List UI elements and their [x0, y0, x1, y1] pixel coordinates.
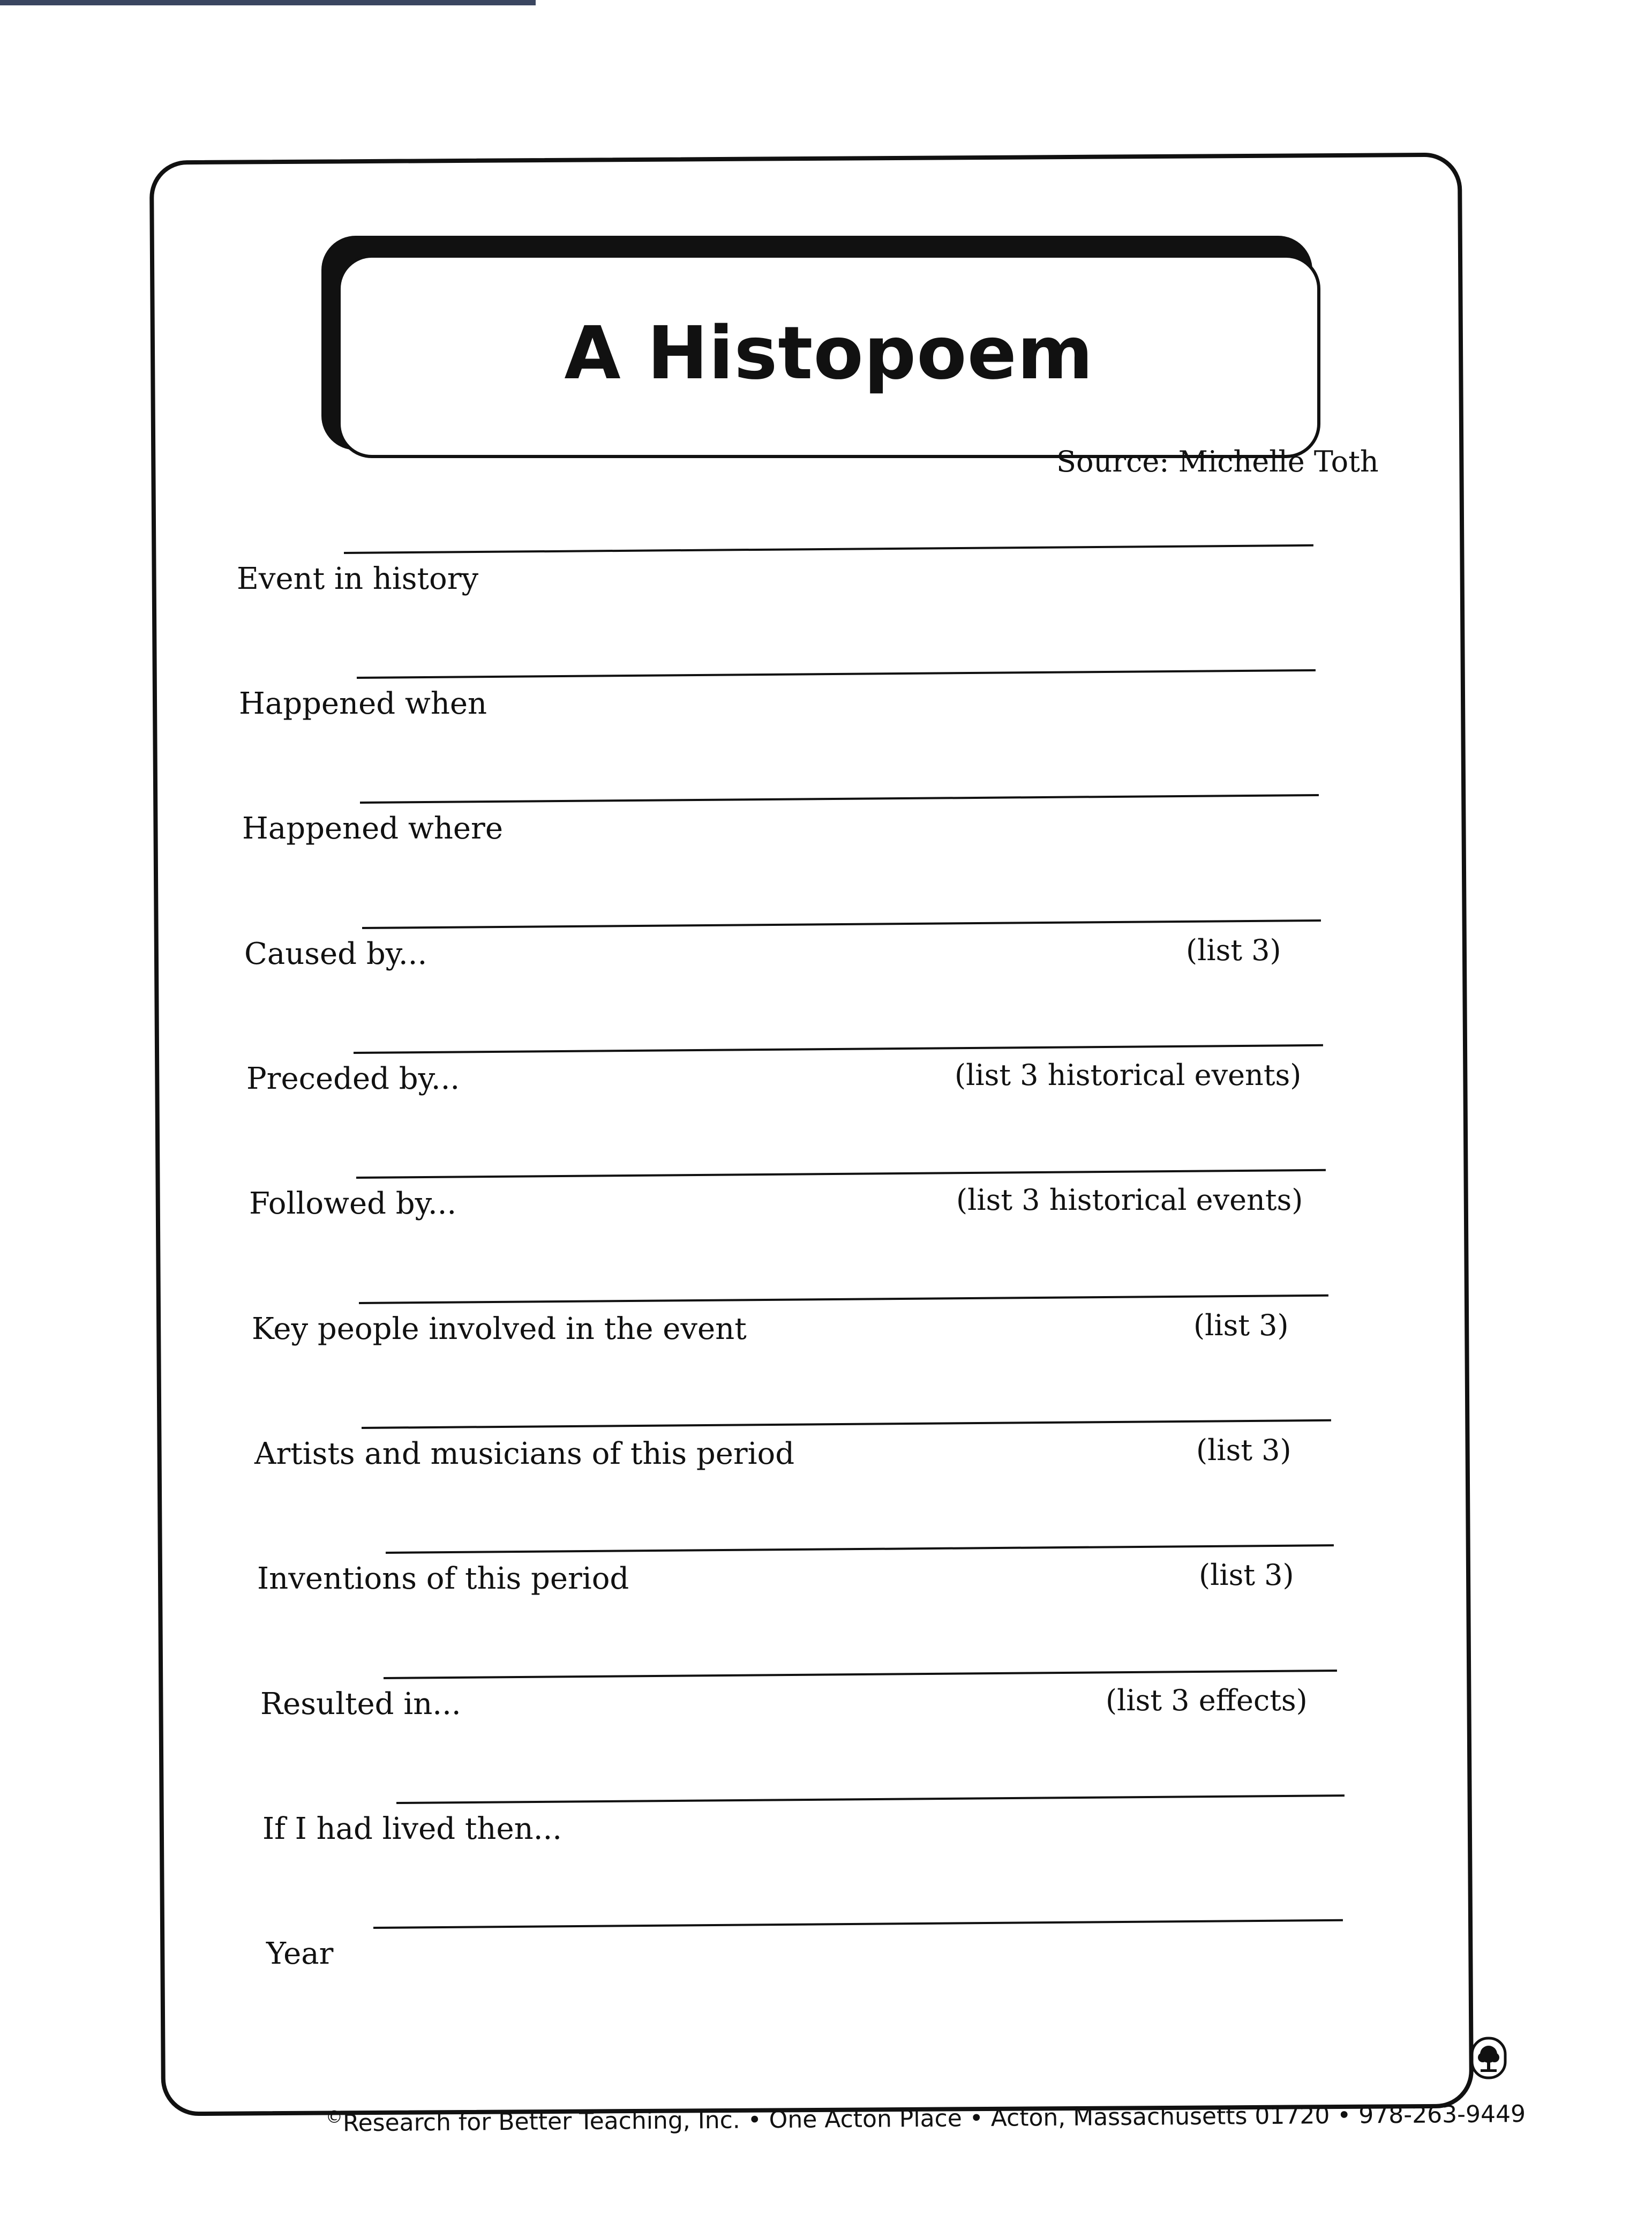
field-label: Key people involved in the event	[252, 1312, 747, 1346]
field-label: Preceded by...	[246, 1061, 460, 1096]
field-hint: (list 3)	[1199, 1558, 1294, 1592]
field-label: Happened where	[242, 811, 503, 846]
field-hint: (list 3)	[1193, 1308, 1289, 1342]
answer-line[interactable]	[362, 1419, 1331, 1429]
answer-line[interactable]	[373, 1919, 1343, 1929]
field-row-year	[266, 1911, 1605, 1975]
field-label: Year	[266, 1936, 334, 1971]
field-row-caused-by	[244, 911, 1583, 975]
field-hint: (list 3 effects)	[1106, 1683, 1308, 1717]
answer-line[interactable]	[354, 1044, 1323, 1054]
field-row-followed-by	[249, 1161, 1588, 1225]
title-box	[337, 255, 1320, 458]
tree-icon	[1469, 2036, 1508, 2080]
field-row-where	[242, 785, 1581, 850]
field-hint: (list 3)	[1196, 1433, 1291, 1467]
page-title: A Histopoem	[564, 311, 1094, 396]
field-label: Happened when	[239, 686, 487, 721]
copyright-symbol: ©	[325, 2106, 343, 2127]
answer-line[interactable]	[357, 669, 1316, 679]
answer-line[interactable]	[386, 1544, 1334, 1554]
scan-edge	[0, 0, 536, 5]
answer-line[interactable]	[362, 919, 1321, 929]
field-hint: (list 3)	[1186, 933, 1281, 967]
answer-line[interactable]	[344, 544, 1313, 554]
field-hint: (list 3 historical events)	[956, 1183, 1303, 1217]
answer-line[interactable]	[356, 1169, 1326, 1179]
field-row-if-lived	[262, 1786, 1602, 1850]
answer-line[interactable]	[359, 1294, 1328, 1304]
field-row-preceded-by	[246, 1036, 1586, 1100]
field-row-event	[237, 536, 1576, 600]
answer-line[interactable]	[384, 1670, 1337, 1679]
field-label: Resulted in...	[260, 1687, 461, 1722]
field-label: Artists and musicians of this period	[254, 1436, 795, 1471]
field-label: Caused by...	[244, 937, 427, 971]
answer-line[interactable]	[360, 794, 1319, 804]
field-hint: (list 3 historical events)	[955, 1058, 1302, 1092]
footer-text: Research for Better Teaching, Inc. • One Acton Place • Acton, Massachusetts 01720 • 978-263-9449	[342, 2100, 1526, 2137]
field-row-key-people	[252, 1286, 1591, 1350]
field-row-when	[239, 661, 1578, 725]
field-label: Inventions of this period	[257, 1561, 629, 1596]
field-label: If I had lived then...	[262, 1812, 562, 1846]
source-credit: Source: Michelle Toth	[1056, 445, 1379, 478]
answer-line[interactable]	[396, 1794, 1345, 1804]
field-row-artists	[254, 1411, 1594, 1475]
field-row-inventions	[257, 1536, 1596, 1600]
field-label: Followed by...	[249, 1186, 457, 1221]
field-label: Event in history	[237, 562, 479, 596]
field-row-resulted-in	[260, 1661, 1600, 1725]
